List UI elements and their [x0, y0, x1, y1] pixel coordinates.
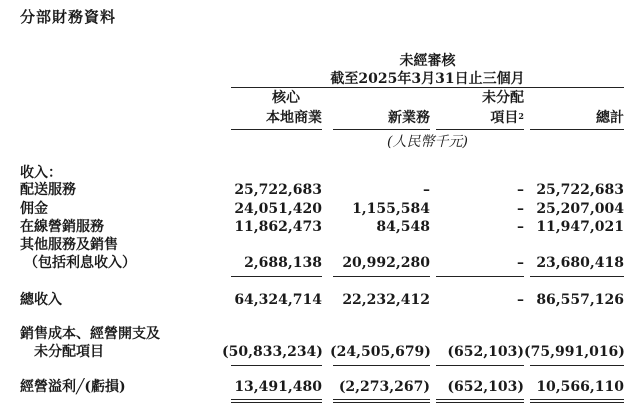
revenue-heading: 收入： [20, 165, 62, 181]
double-rule [333, 402, 430, 403]
row-label-costs-line1: 銷售成本、經營開支及 [20, 326, 160, 342]
subtotal-rule [231, 365, 322, 366]
cell-costs-core: (50,833,234) [222, 344, 323, 360]
row-label-other-line2: （包括利息收入） [24, 255, 136, 271]
col-header-underline [333, 129, 430, 130]
col-header-core-local [222, 88, 322, 128]
double-rule [436, 399, 524, 400]
col-header-unallocated [432, 88, 524, 128]
subtotal-rule [436, 365, 524, 366]
cell-online-marketing-core: 11,862,473 [234, 219, 322, 235]
row-label-commission: 佣金 [20, 201, 48, 217]
cell-delivery-unallocated: – [517, 182, 524, 198]
col-header-core-local-line1: 核心 [272, 90, 300, 106]
cell-delivery-new: – [423, 182, 430, 198]
subtotal-rule [231, 276, 322, 277]
double-rule [231, 399, 322, 400]
cell-costs-new: (24,505,679) [330, 344, 431, 360]
cell-total-revenue-total: 86,557,126 [536, 292, 624, 308]
cell-online-marketing-total: 11,947,021 [536, 219, 624, 235]
unit-header: (人民幣千元) [387, 134, 468, 150]
cell-delivery-core: 25,722,683 [234, 182, 322, 198]
cell-commission-new: 1,155,584 [352, 201, 430, 217]
subtotal-rule [333, 365, 430, 366]
cell-delivery-total: 25,722,683 [536, 182, 624, 198]
cell-other-total: 23,680,418 [536, 255, 624, 271]
cell-commission-core: 24,051,420 [234, 201, 322, 217]
col-header-total [524, 108, 624, 128]
row-label-online-marketing: 在線營銷服務 [20, 219, 104, 235]
row-label-other-line1: 其他服務及銷售 [20, 237, 118, 253]
cell-commission-total: 25,207,004 [536, 201, 624, 217]
col-header-underline [231, 129, 322, 130]
col-header-new-initiatives-label: 新業務 [388, 110, 430, 126]
row-label-total-revenue: 總收入 [20, 292, 62, 308]
col-header-unallocated-line2-wrap [432, 108, 524, 128]
cell-operating-new: (2,273,267) [338, 379, 430, 395]
cell-operating-unallocated: (652,103) [447, 379, 524, 395]
cell-total-revenue-unallocated: – [517, 292, 524, 308]
col-header-core-local-line2: 本地商業 [266, 110, 322, 126]
subtotal-rule [436, 276, 524, 277]
double-rule [436, 402, 524, 403]
cell-online-marketing-unallocated: – [517, 219, 524, 235]
col-header-underline [530, 129, 624, 130]
row-label-delivery: 配送服務 [20, 182, 76, 198]
cell-operating-total: 10,566,110 [536, 379, 624, 395]
double-rule [530, 402, 624, 403]
cell-online-marketing-new: 84,548 [376, 219, 430, 235]
cell-other-core: 2,688,138 [244, 255, 322, 271]
col-header-new-initiatives [330, 108, 430, 128]
double-rule [530, 399, 624, 400]
subtotal-rule [333, 276, 430, 277]
cell-total-revenue-core: 64,324,714 [234, 292, 322, 308]
cell-costs-total: (75,991,016) [524, 344, 625, 360]
cell-total-revenue-new: 22,232,412 [342, 292, 430, 308]
double-rule [333, 399, 430, 400]
col-header-unallocated-line1: 未分配 [482, 90, 524, 106]
cell-costs-unallocated: (652,103) [447, 344, 524, 360]
cell-operating-core: 13,491,480 [234, 379, 322, 395]
subtotal-rule [530, 276, 624, 277]
unaudited-header: 未經審核 [399, 53, 456, 69]
double-rule [231, 402, 322, 403]
col-header-unallocated-line2: 項目 [490, 110, 519, 126]
subtotal-rule [530, 365, 624, 366]
col-header-underline [436, 129, 524, 130]
cell-other-new: 20,992,280 [342, 255, 430, 271]
cell-commission-unallocated: – [517, 201, 524, 217]
cell-other-unallocated: – [517, 255, 524, 271]
row-label-operating: 經營溢利╱(虧損) [20, 379, 126, 395]
section-title: 分部財務資料 [20, 8, 117, 26]
row-label-costs-line2: 未分配項目 [34, 344, 104, 360]
footnote-marker: 2 [518, 111, 524, 121]
col-header-total-label: 總計 [596, 110, 624, 126]
period-header: 截至2025年3月31日止三個月 [330, 71, 525, 87]
